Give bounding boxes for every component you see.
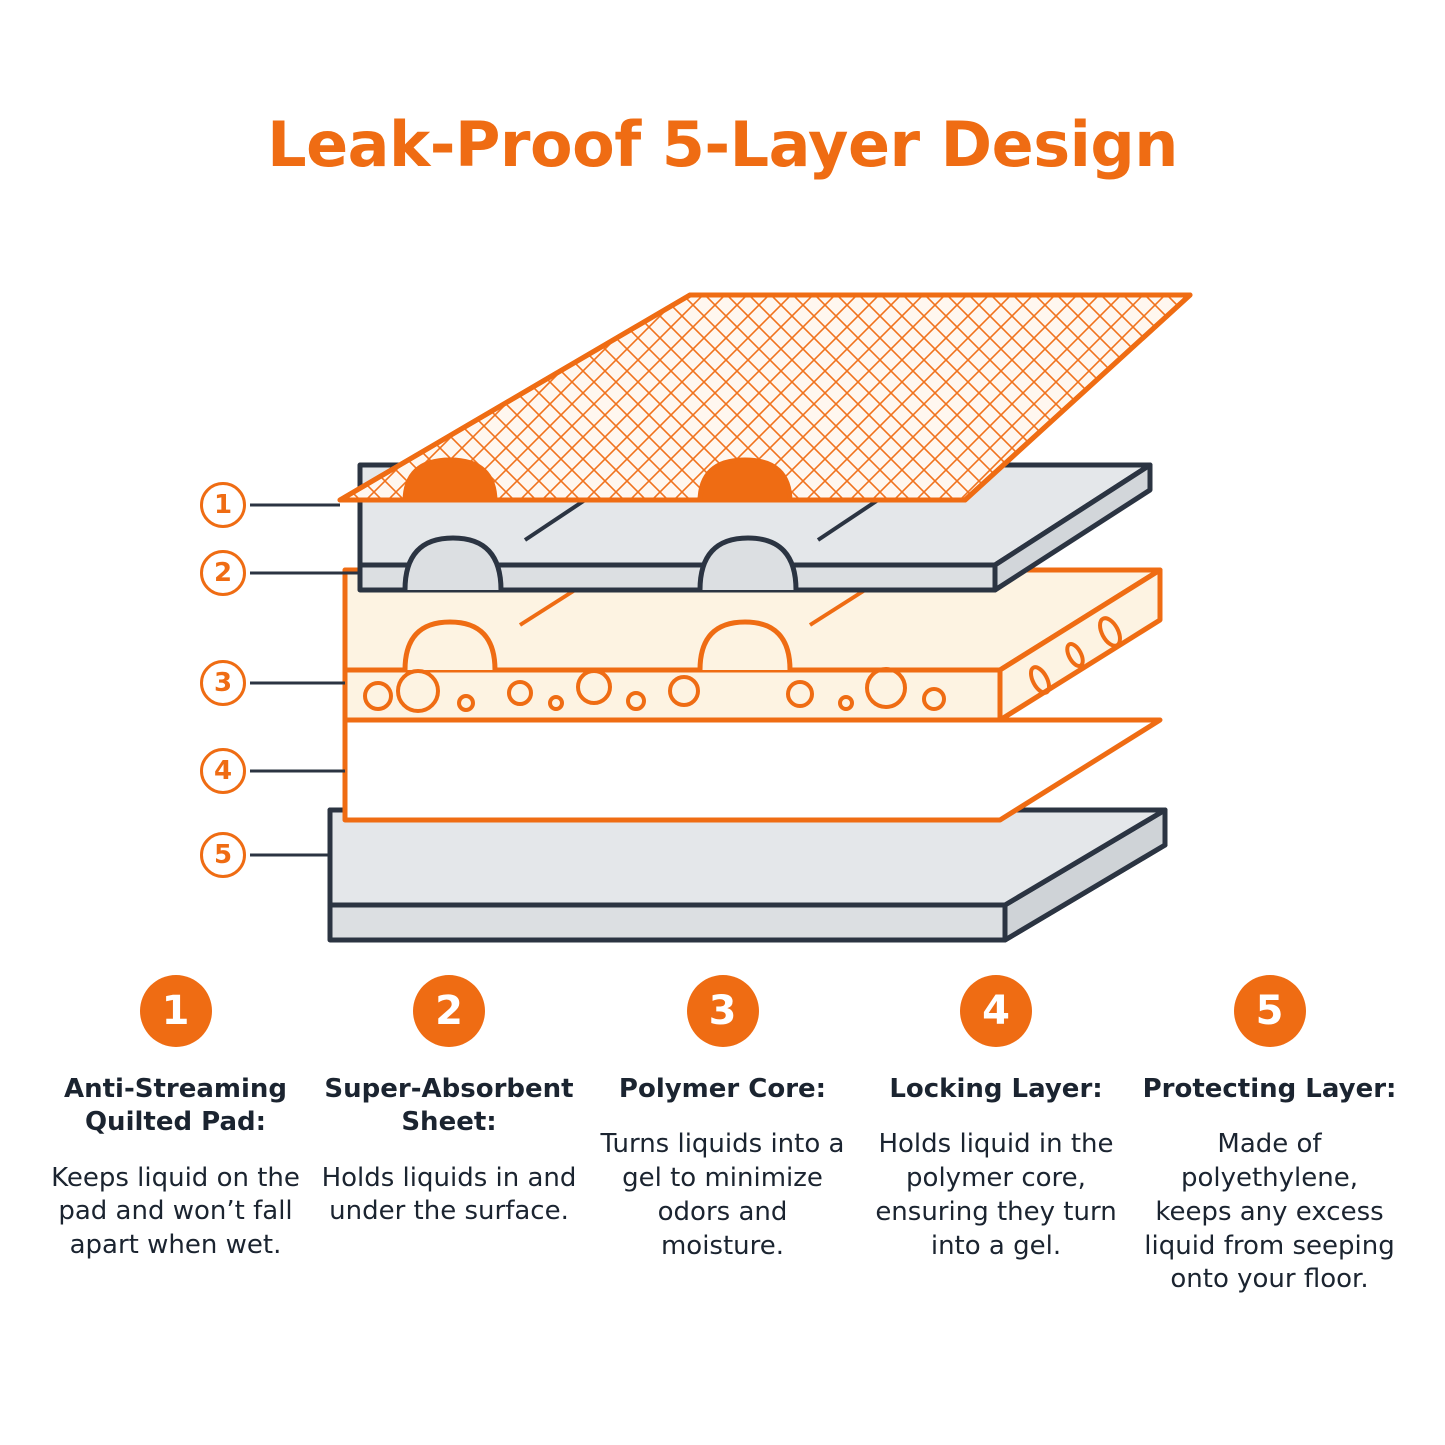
- legend-item-3: [595, 975, 850, 1263]
- diagram-callout-5[interactable]: 5: [200, 832, 246, 878]
- diagram-callout-2[interactable]: 2: [200, 550, 246, 596]
- legend-title-3: Polymer Core:: [618, 1074, 827, 1104]
- legend: [48, 975, 1397, 1297]
- layer-diagram: [0, 250, 1445, 950]
- legend-badge-3: 3: [687, 975, 759, 1047]
- layer-5-protecting: [330, 810, 1165, 940]
- legend-item-4: [869, 975, 1124, 1263]
- legend-desc-4: Holds liquid in the polymer core, ensuring they turn into a gel.: [875, 1129, 1117, 1261]
- legend-title-2: Super-Absorbent Sheet:: [324, 1074, 574, 1138]
- legend-desc-2: Holds liquids in and under the surface.: [321, 1162, 577, 1227]
- legend-desc-1: Keeps liquid on the pad and won’t fall apart when wet.: [51, 1162, 300, 1261]
- page-title: Leak-Proof 5-Layer Design: [267, 108, 1178, 181]
- diagram-callout-1[interactable]: 1: [200, 482, 246, 528]
- legend-item-2: [322, 975, 577, 1229]
- legend-item-1: [48, 975, 303, 1263]
- layer-4-locking: [345, 720, 1160, 820]
- legend-badge-5: 5: [1234, 975, 1306, 1047]
- legend-badge-4: 4: [960, 975, 1032, 1047]
- diagram-callout-4[interactable]: 4: [200, 748, 246, 794]
- legend-title-5: Protecting Layer:: [1142, 1074, 1397, 1104]
- legend-item-5: [1142, 975, 1397, 1297]
- diagram-callout-3[interactable]: 3: [200, 660, 246, 706]
- legend-title-1: Anti-Streaming Quilted Pad:: [63, 1074, 288, 1138]
- legend-badge-1: 1: [140, 975, 212, 1047]
- legend-desc-5: Made of polyethylene, keeps any excess liquid from seeping onto your floor.: [1144, 1129, 1395, 1295]
- legend-desc-3: Turns liquids into a gel to minimize odors and moisture.: [600, 1129, 845, 1261]
- legend-badge-2: 2: [413, 975, 485, 1047]
- legend-title-4: Locking Layer:: [889, 1074, 1103, 1104]
